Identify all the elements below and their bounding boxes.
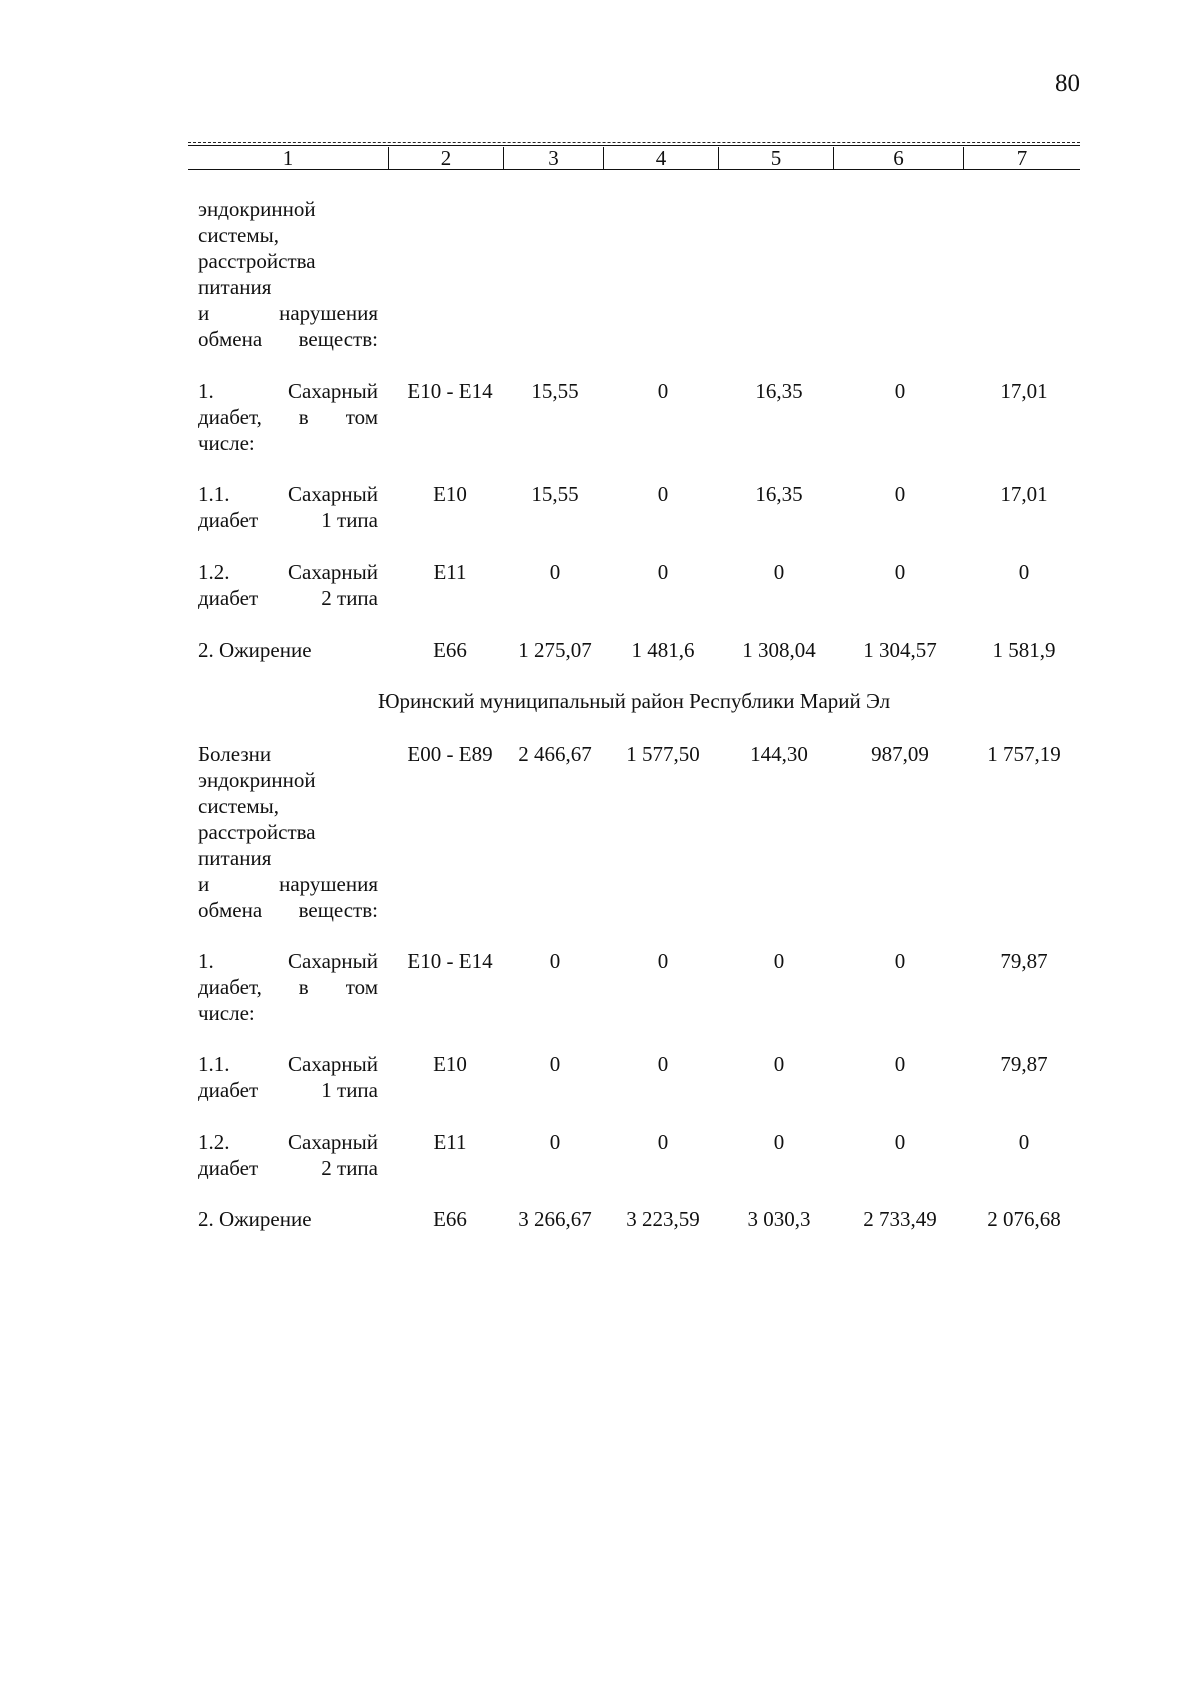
row-code: E11 [433, 1130, 467, 1154]
row-value: 0 [549, 1130, 561, 1154]
row-value: 3 266,67 [518, 1207, 592, 1231]
row-value: 16,35 [755, 379, 803, 403]
row-value: 0 [894, 379, 906, 403]
row-code: E10 - E14 [407, 379, 493, 403]
row-value: 0 [894, 560, 906, 584]
row-label: Болезни эндокринной системы, расстройства питания и нарушения обмена веществ: [198, 742, 378, 922]
row-value: 2 733,49 [863, 1207, 937, 1231]
row-value: 0 [1018, 1130, 1030, 1154]
row-value: 16,35 [755, 482, 803, 506]
block1-intro-label: эндокринной системы, расстройства питания и нарушения обмена веществ: [198, 197, 378, 351]
row-code: E00 - E89 [407, 742, 493, 766]
row-value: 1 577,50 [626, 742, 700, 766]
row-value: 2 466,67 [518, 742, 592, 766]
row-value: 0 [657, 482, 669, 506]
row-value: 0 [657, 379, 669, 403]
row-value: 0 [894, 1130, 906, 1154]
row-value: 0 [894, 482, 906, 506]
row-value: 3 030,3 [747, 1207, 811, 1231]
column-header-5: 5 [718, 147, 833, 169]
row-label: 1.2. Сахарный диабет 2 типа [198, 560, 378, 610]
row-value: 0 [657, 1052, 669, 1076]
row-value: 17,01 [1000, 379, 1048, 403]
row-value: 1 304,57 [863, 638, 937, 662]
row-value: 0 [773, 1052, 785, 1076]
row-value: 3 223,59 [626, 1207, 700, 1231]
row-code: E10 [433, 1052, 467, 1076]
row-code: E66 [433, 1207, 467, 1231]
row-value: 0 [549, 949, 561, 973]
row-value: 79,87 [1000, 1052, 1048, 1076]
row-label: 2. Ожирение [198, 638, 312, 662]
column-header-1: 1 [282, 146, 294, 170]
row-code: E10 [433, 482, 467, 506]
row-code: E66 [433, 638, 467, 662]
row-value: 0 [773, 1130, 785, 1154]
row-value: 0 [657, 560, 669, 584]
row-value: 15,55 [531, 379, 579, 403]
column-header-3: 3 [503, 147, 603, 169]
row-value: 1 581,9 [992, 638, 1056, 662]
row-value: 0 [657, 949, 669, 973]
column-header-7: 7 [963, 147, 1080, 169]
row-value: 0 [894, 949, 906, 973]
row-label: 1. Сахарный диабет, в том числе: [198, 379, 378, 455]
row-value: 1 308,04 [742, 638, 816, 662]
row-label: 1.2. Сахарный диабет 2 типа [198, 1130, 378, 1180]
row-value: 987,09 [871, 742, 929, 766]
row-value: 2 076,68 [987, 1207, 1061, 1231]
row-value: 0 [657, 1130, 669, 1154]
row-value: 0 [549, 560, 561, 584]
row-label: 1.1. Сахарный диабет 1 типа [198, 1052, 378, 1102]
row-code: E11 [433, 560, 467, 584]
page-number: 80 [1055, 70, 1080, 97]
row-value: 1 481,6 [631, 638, 695, 662]
row-value: 15,55 [531, 482, 579, 506]
section-title: Юринский муниципальный район Республики Марий Эл [377, 689, 891, 713]
row-value: 1 275,07 [518, 638, 592, 662]
row-value: 144,30 [750, 742, 808, 766]
row-value: 1 757,19 [987, 742, 1061, 766]
row-value: 79,87 [1000, 949, 1048, 973]
row-value: 0 [894, 1052, 906, 1076]
column-header-4: 4 [603, 147, 718, 169]
row-label: 2. Ожирение [198, 1207, 312, 1231]
table-header [188, 142, 1080, 170]
column-header-6: 6 [833, 147, 963, 169]
column-header-2: 2 [388, 147, 503, 169]
row-label: 1.1. Сахарный диабет 1 типа [198, 482, 378, 532]
row-value: 17,01 [1000, 482, 1048, 506]
row-value: 0 [773, 949, 785, 973]
row-code: E10 - E14 [407, 949, 493, 973]
row-value: 0 [549, 1052, 561, 1076]
row-value: 0 [1018, 560, 1030, 584]
row-label: 1. Сахарный диабет, в том числе: [198, 949, 378, 1025]
row-value: 0 [773, 560, 785, 584]
